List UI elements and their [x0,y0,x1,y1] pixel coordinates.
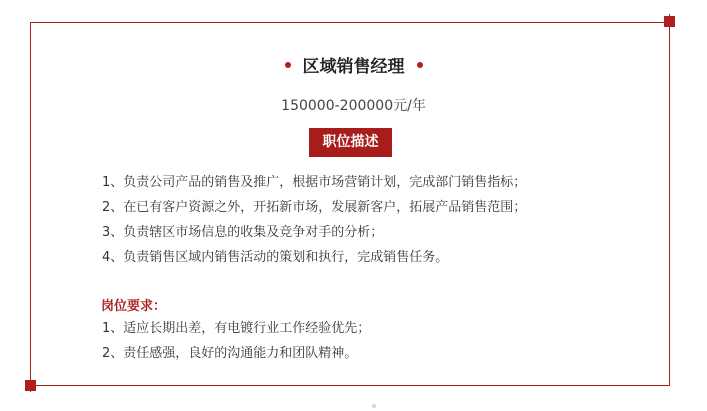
requirements-heading: 岗位要求： [101,299,167,314]
job-title-row [0,52,707,77]
requirements-list [102,316,370,366]
list-item: 2、在已有客户资源之外，开拓新市场，发展新客户，拓展产品销售范围； [102,200,527,215]
list-item: 2、责任感强，良好的沟通能力和团队精神。 [102,346,358,361]
job-title: 区域销售经理 [302,57,405,77]
corner-line-bottom-left [30,386,31,392]
duties-list [102,170,526,270]
corner-line-top-right [669,14,670,22]
salary-range: 150000-200000元/年 [281,98,426,114]
list-item: 1、负责公司产品的销售及推广，根据市场营销计划，完成部门销售指标； [102,175,527,190]
list-item: 3、负责辖区市场信息的收集及竞争对手的分析； [102,225,384,240]
duties-section-badge: 职位描述 [309,128,392,157]
list-item: 1、适应长期出差，有电镀行业工作经验优先； [102,321,371,336]
list-item: 4、负责销售区域内销售活动的策划和执行，完成销售任务。 [102,250,449,265]
bullet-dot-icon [417,62,423,68]
bullet-dot-icon [285,62,291,68]
decorative-dot [372,404,376,408]
